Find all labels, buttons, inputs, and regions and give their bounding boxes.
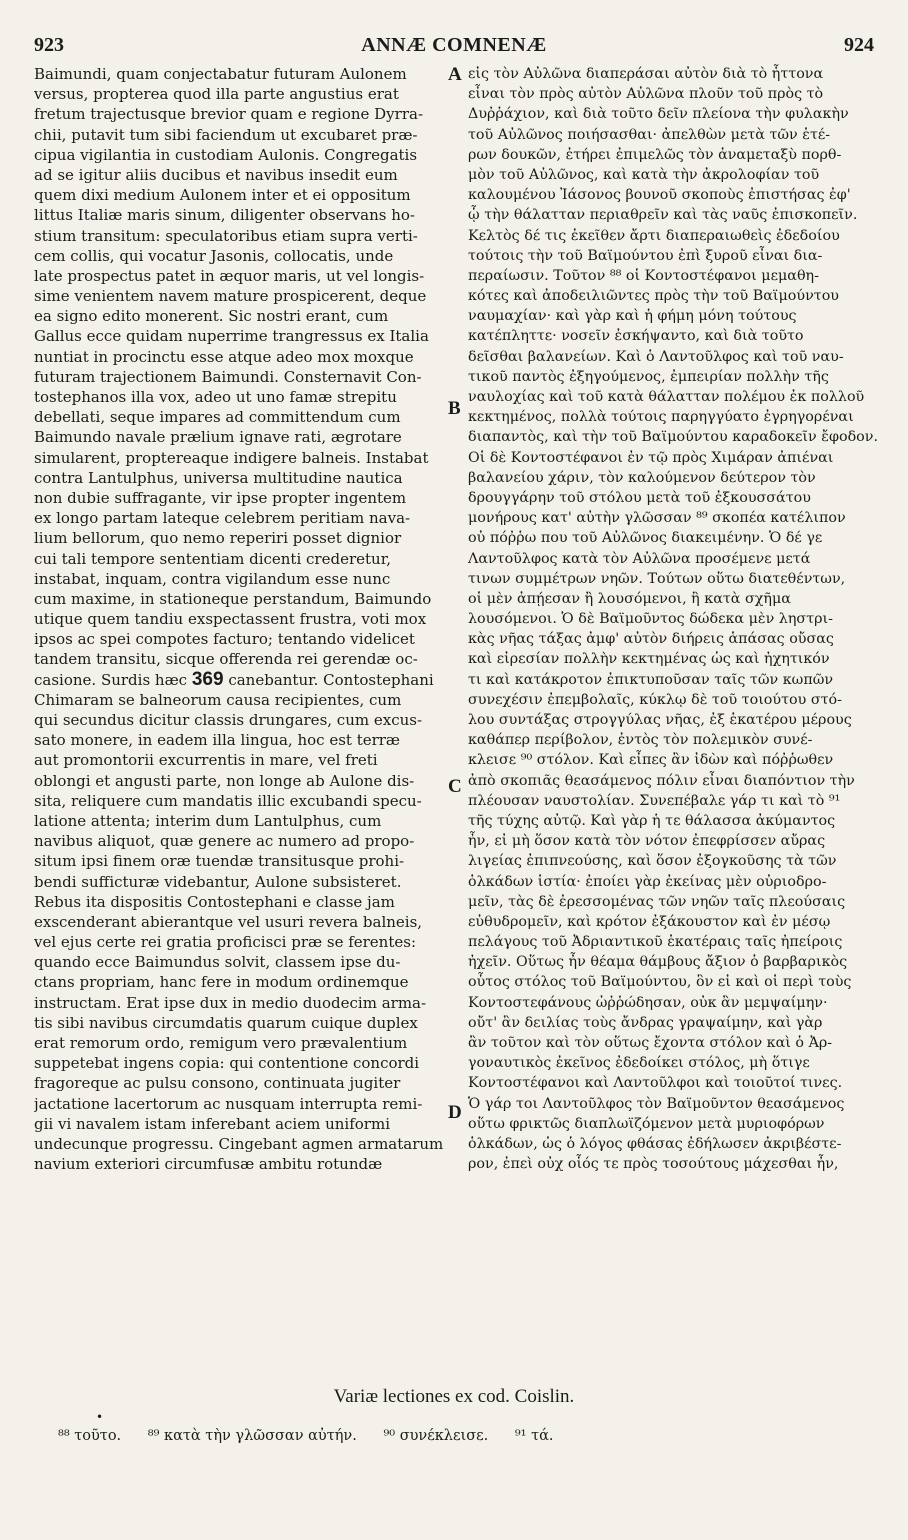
greek-text-line: ὁλκάδων, ὡς ὁ λόγος φθάσας ἐδήλωσεν ἀκριβέστε- <box>468 1135 842 1152</box>
latin-text-line: chii, putavit tum sibi faciendum ut excubaret præ- <box>34 125 418 144</box>
greek-text-line: κεκτημένος, πολλὰ τούτοις παρηγγύατο ἐγρηγορέναι <box>468 409 854 426</box>
greek-text-line: λιγείας ἐπιπνεούσης, καὶ ὅσον ἐξογκοῦσης τὰ τῶν <box>468 853 837 870</box>
greek-text-line: καὶ εἰρεσίαν πολλὴν κεκτημένας ὡς καὶ ἠχητικόν <box>468 651 830 668</box>
latin-text-line: aut promontorii excurrentis in mare, vel freti <box>34 751 378 770</box>
latin-text-line: jactatione lacertorum ac nusquam interrupta remi- <box>34 1094 423 1113</box>
latin-text-line: Chimaram se balneorum causa recipientes, cum <box>34 690 402 709</box>
greek-text-line: ἦν, εἰ μὴ ὅσον κατὰ τὸν νότον ἐπεφρίσσεν αὔρας <box>468 833 826 850</box>
latin-text-line: Gallus ecce quidam nuperrime trangressus ex Italia <box>34 327 429 346</box>
latin-text-line: simularent, proptereaque indigere balneis. Instabat <box>34 448 429 467</box>
greek-text-line: τοῦ Αὐλῶνος ποιήσασθαι· ἀπελθὼν μετὰ τῶν ἑτέ- <box>468 126 831 143</box>
latin-text-line: undecunque progressu. Cingebant agmen armatarum <box>34 1134 444 1153</box>
section-marker-d: D <box>448 1102 462 1123</box>
latin-text-line: quem dixi medium Aulonem inter et ei oppositum <box>34 186 411 205</box>
latin-text-line: cui tali tempore sententiam dicenti crederetur, <box>34 549 391 568</box>
greek-text-line: κὰς νῆας τάξας ἀμφ' αὐτὸν διήρεις ἁπάσας οὔσας <box>468 631 834 648</box>
latin-text-line: utique quem tandiu exspectassent frustra, voti mox <box>34 610 427 629</box>
latin-text-line: vel ejus certe rei gratia proficisci præ se ferentes: <box>34 933 417 952</box>
latin-text-line: gii vi navalem istam inferebant aciem uniformi <box>34 1114 390 1133</box>
greek-text-line: καλουμένου Ἰάσονος βουνοῦ σκοποὺς ἐπιστήσας ἐφ' <box>468 187 851 204</box>
latin-text-line: exscenderant abierantque vel usuri revera balneis, <box>34 912 423 931</box>
page-number-right: 924 <box>844 34 874 56</box>
section-marker-a: A <box>448 64 462 85</box>
latin-text-line: tis sibi navibus circumdatis quarum cuique duplex <box>34 1013 418 1032</box>
latin-text-line: instabat, inquam, contra vigilandum esse nunc <box>34 569 391 588</box>
greek-text-line: εὐθυδρομεῖν, καὶ κρότον ἐξάκουστον καὶ ἐν μέσῳ <box>468 913 831 930</box>
latin-text-line: tandem transitu, sicque offerenda rei gerendæ oc- <box>34 650 418 669</box>
greek-column <box>468 64 878 1174</box>
latin-text-line: non dubie suffragante, vir ipse propter ingentem <box>34 488 407 507</box>
greek-text-line: ἠχεῖν. Οὕτως ἦν θέαμα θάμβους ἄξιον ὁ βαρβαρικὸς <box>468 954 848 971</box>
greek-text-line: τούτοις τὴν τοῦ Βαϊμούντου ἐπὶ ξυροῦ εἶναι δια- <box>468 247 823 264</box>
latin-text-line: qui secundus dicitur classis drungares, cum excus- <box>34 711 423 729</box>
greek-text-line: ρων δουκῶν, ἐτήρει ἐπιμελῶς τὸν ἀναμεταξὺ πορθ- <box>468 146 842 163</box>
latin-text-line: lium bellorum, quo nemo reperiri posset dignior <box>34 529 402 548</box>
section-marker-c: C <box>448 776 462 797</box>
greek-text-line: εἰς τὸν Αὐλῶνα διαπεράσαι αὐτὸν διὰ τὸ ἧττονα <box>468 66 824 82</box>
variant-note: ⁹⁰ συνέκλεισε. <box>383 1428 489 1444</box>
greek-text-line: πελάγους τοῦ Ἀδριαντικοῦ ἑκατέραις ταῖς ἠπείροις <box>468 934 843 951</box>
greek-text-line: τῆς τύχης αὐτῷ. Καὶ γὰρ ἡ τε θάλασσα ἀκύμαντος <box>468 812 836 829</box>
latin-text-line: situm ipsi finem oræ tuendæ transitusque prohi- <box>34 852 405 871</box>
greek-text-line: Δυῤῥάχιον, καὶ διὰ τοῦτο δεῖν πλείονα τὴν φυλακὴν <box>468 106 849 123</box>
latin-text-line: debellati, seque impares ad committendum cum <box>34 408 401 427</box>
latin-text-line: ipsos ac spei compotes facturo; tentando videlicet <box>34 630 415 649</box>
latin-text-line: erat remorum ordo, remigum vero prævalentium <box>34 1034 408 1052</box>
latin-column <box>34 64 450 1174</box>
greek-text-line: συνεχέσιν ἐπεμβολαῖς, κύκλῳ δὲ τοῦ τοιούτου στό- <box>468 691 842 708</box>
greek-text-line: οὔτ' ἂν δειλίας τοὺς ἄνδρας γραψαίμην, καὶ γὰρ <box>468 1014 823 1031</box>
greek-text-line: δεῖσθαι βαλανείων. Καὶ ὁ Λαντοῦλφος καὶ τοῦ ναυ- <box>468 348 844 365</box>
greek-text-line: γοναυτικὸς ἐκεῖνος ἐδεδοίκει στόλος, μὴ ὅτιγε <box>468 1055 810 1072</box>
greek-text-line: ναυμαχίαν· καὶ γὰρ καὶ ἡ φήμη μόνη τούτους <box>468 308 797 325</box>
latin-text-line: casione. Surdis hæc 369 canebantur. Contostephani <box>34 669 434 690</box>
variant-note: ⁸⁹ κατὰ τὴν γλῶσσαν αὐτήν. <box>147 1428 357 1444</box>
greek-text-line: τικοῦ παντὸς ἐξηγούμενος, ἐμπειρίαν πολλὴν τῆς <box>468 368 829 385</box>
latin-text-line: Baimundi, quam conjectabatur futuram Aulonem <box>34 65 407 83</box>
section-marker-b: B <box>448 398 461 419</box>
variae-lectiones-heading: Variæ lectiones ex cod. Coislin. <box>333 1386 575 1407</box>
running-title: ANNÆ COMNENÆ <box>361 34 547 56</box>
page-header <box>34 34 874 60</box>
latin-text-line: futuram trajectionem Baimundi. Consternavit Con- <box>34 367 422 386</box>
greek-text-line: πλέουσαν ναυστολίαν. Συνεπέβαλε γάρ τι καὶ τὸ ⁹¹ <box>468 792 841 809</box>
greek-text-line: δρουγγάρην τοῦ στόλου μετὰ τοῦ ἐξκουσσάτου <box>468 489 811 506</box>
greek-text-line: εἶναι τὸν πρὸς αὐτὸν Αὐλῶνα πλοῦν τοῦ πρὸς τὸ <box>468 86 824 103</box>
latin-text-line: tostephanos illa vox, adeo ut uno famæ strepitu <box>34 388 397 406</box>
latin-text-line: littus Italiæ maris sinum, diligenter observans ho- <box>34 206 415 225</box>
greek-text-line: Οἱ δὲ Κοντοστέφανοι ἐν τῷ πρὸς Χιμάραν ἀπιέναι <box>468 449 834 466</box>
latin-text-line: cum maxime, in stationeque perstandum, Baimundo <box>34 589 432 608</box>
greek-text-line: λουσόμενοι. Ὁ δὲ Βαϊμοῦντος δώδεκα μὲν ληστρι- <box>468 611 833 628</box>
greek-text-line: οὕτω φρικτῶς διαπλωϊζόμενον μετὰ μυριοφόρων <box>468 1115 825 1132</box>
greek-text-line: λου συντάξας στρογγύλας νῆας, ἐξ ἑκατέρου μέρους <box>468 712 852 728</box>
greek-text-line: καθάπερ περίβολον, ἐντὸς τὸν πολεμικὸν συνέ- <box>468 732 813 749</box>
latin-text-line: ea signo edito monerent. Sic nostri erant, cum <box>34 307 389 326</box>
greek-text-line: οἱ μὲν ἀπῄεσαν ἢ λουσόμενοι, ἢ κατὰ σχῆμα <box>468 590 791 607</box>
greek-text-line: μεῖν, τὰς δὲ ἐρεσσομένας τῶν νηῶν ταῖς πλεούσαις <box>468 893 846 910</box>
latin-text-line: instructam. Erat ipse dux in medio duodecim arma- <box>34 993 427 1012</box>
latin-text-line: sime venientem navem mature prospicerent, deque <box>34 287 427 306</box>
latin-text-line: Baimundo navale prælium ignave rati, ægrotare <box>34 428 402 447</box>
latin-text-line: oblongi et angusti parte, non longe ab Aulone dis- <box>34 771 415 790</box>
greek-text-line: Ὁ γάρ τοι Λαντοῦλφος τὸν Βαϊμοῦντον θεασάμενος <box>468 1095 845 1112</box>
latin-text-line: late prospectus patet in æquor maris, ut vel longis- <box>34 266 425 285</box>
latin-text-line: stium transitum: speculatoribus etiam supra verti- <box>34 226 418 245</box>
latin-text-line: sita, reliquere cum mandatis illic excubandi specu- <box>34 791 422 810</box>
bullet-mark: • <box>96 1410 104 1424</box>
greek-text-line: κατέπληττε· νοσεῖν ἐσκήψαντο, καὶ διὰ τοῦτο <box>468 328 804 345</box>
page-number-left: 923 <box>34 34 64 56</box>
greek-text-line: περαίωσιν. Τοῦτον ⁸⁸ οἱ Κοντοστέφανοι μεμαθη- <box>468 267 819 284</box>
greek-text-line: ἂν τοῦτον καὶ τὸν οὕτως ἔχοντα στόλον καὶ ὁ Ἀρ- <box>468 1035 833 1051</box>
latin-text-line: Rebus ita dispositis Contostephani e classe jam <box>34 892 395 911</box>
greek-text-line: ρον, ἐπεὶ οὐχ οἷός τε πρὸς τοσούτους μάχεσθαι ἦν, <box>468 1156 839 1173</box>
latin-text-line: ad se igitur aliis ducibus et navibus insedit eum <box>34 165 398 184</box>
greek-text-line: κλεισε ⁹⁰ στόλον. Καὶ εἶπες ἂν ἰδὼν καὶ πόῤῥωθεν <box>468 752 834 769</box>
greek-text-line: τι καὶ κατάκροτον ἐπικτυποῦσαν ταῖς τῶν κωπῶν <box>468 671 834 688</box>
latin-text-line: versus, propterea quod illa parte angustius erat <box>34 85 399 104</box>
latin-text-line: ex longo partam lateque celebrem peritiam nava- <box>34 509 411 528</box>
variant-note: ⁹¹ τά. <box>514 1428 554 1444</box>
greek-text-line: οὐ πόῤῥω που τοῦ Αὐλῶνος διακειμένην. Ὁ δέ γε <box>468 530 823 547</box>
greek-text-line: οὗτος στόλος τοῦ Βαϊμούντου, ὃν εἰ καὶ οἱ περὶ τοὺς <box>468 974 852 991</box>
variant-notes <box>58 1428 874 1444</box>
latin-text-line: ctans propriam, hanc fere in modum ordinemque <box>34 973 409 992</box>
latin-text-line: cem collis, qui vocatur Jasonis, collocatis, unde <box>34 246 394 265</box>
latin-text-line: contra Lantulphus, universa multitudine nautica <box>34 468 403 487</box>
latin-text-line: fragoreque ac pulsu consono, continuata jugiter <box>34 1074 401 1093</box>
greek-text-line: Κελτὸς δέ τις ἐκεῖθεν ἄρτι διαπεραιωθεὶς ἐδεδοίου <box>468 227 840 244</box>
latin-text-line: latione attenta; interim dum Lantulphus, cum <box>34 811 382 830</box>
greek-text-line: Λαντοῦλφος κατὰ τὸν Αὐλῶνα προσέμενε μετά <box>468 550 811 567</box>
latin-text-line: cipua vigilantia in custodiam Aulonis. Congregatis <box>34 145 418 164</box>
greek-text-line: ἀπὸ σκοπιᾶς θεασάμενος πόλιν εἶναι διαπόντιον τὴν <box>468 772 855 789</box>
variant-note: ⁸⁸ τοῦτο. <box>58 1428 122 1444</box>
greek-text-line: Κοντοστεφάνους ὠῤῥώδησαν, οὐκ ἂν μεμψαίμην· <box>468 994 828 1011</box>
latin-text-line: quando ecce Baimundus solvit, classem ipse du- <box>34 953 401 972</box>
greek-text-line: ναυλοχίας καὶ τοῦ κατὰ θάλατταν πολέμου ἐκ πολλοῦ <box>468 389 865 405</box>
greek-text-line: βαλανείου χάριν, τὸν καλούμενον δεύτερον τὸν <box>468 469 816 486</box>
latin-text-line: suppetebat ingens copia: qui contentione concordi <box>34 1054 420 1073</box>
greek-text-line: ὁλκάδων ἱστία· ἐποίει γὰρ ἐκείνας μὲν οὐριοδρο- <box>468 873 827 890</box>
latin-text-line: nuntiat in procinctu esse atque adeo mox moxque <box>34 347 414 366</box>
latin-text-line: sato monere, in eadem illa lingua, hoc est terræ <box>34 731 401 750</box>
latin-text-line: bendi sufficturæ videbantur, Aulone subsisteret. <box>34 872 402 891</box>
latin-text-line: navibus aliquot, quæ genere ac numero ad propo- <box>34 832 415 851</box>
latin-text-line: fretum trajectusque brevior quam e regione Dyrra- <box>34 105 424 124</box>
greek-text-line: μονήρους κατ' αὐτὴν γλῶσσαν ⁸⁹ σκοπέα κατέλιπον <box>468 510 846 527</box>
greek-text-line: μὸν τοῦ Αὐλῶνος, καὶ κατὰ τὴν ἀκρολοφίαν τοῦ <box>468 166 820 183</box>
greek-text-line: τινων συμμέτρων νηῶν. Τούτων οὕτω διατεθέντων, <box>468 570 846 587</box>
greek-text-line: Κοντοστέφανοι καὶ Λαντοῦλφοι καὶ τοιοῦτοί τινες. <box>468 1075 843 1092</box>
column-page-number: 369 <box>191 669 224 690</box>
greek-text-line: κότες καὶ ἀποδειλιῶντες πρὸς τὴν τοῦ Βαϊμούντου <box>468 288 839 305</box>
greek-text-line: ᾧ τὴν θάλατταν περιαθρεῖν καὶ τὰς ναῦς ἐπισκοπεῖν. <box>468 207 858 224</box>
greek-text-line: διαπαντὸς, καὶ τὴν τοῦ Βαϊμούντου καραδοκεῖν ἔφοδον. <box>468 429 878 446</box>
latin-text-line: navium exteriori circumfusæ ambitu rotundæ <box>34 1155 383 1174</box>
